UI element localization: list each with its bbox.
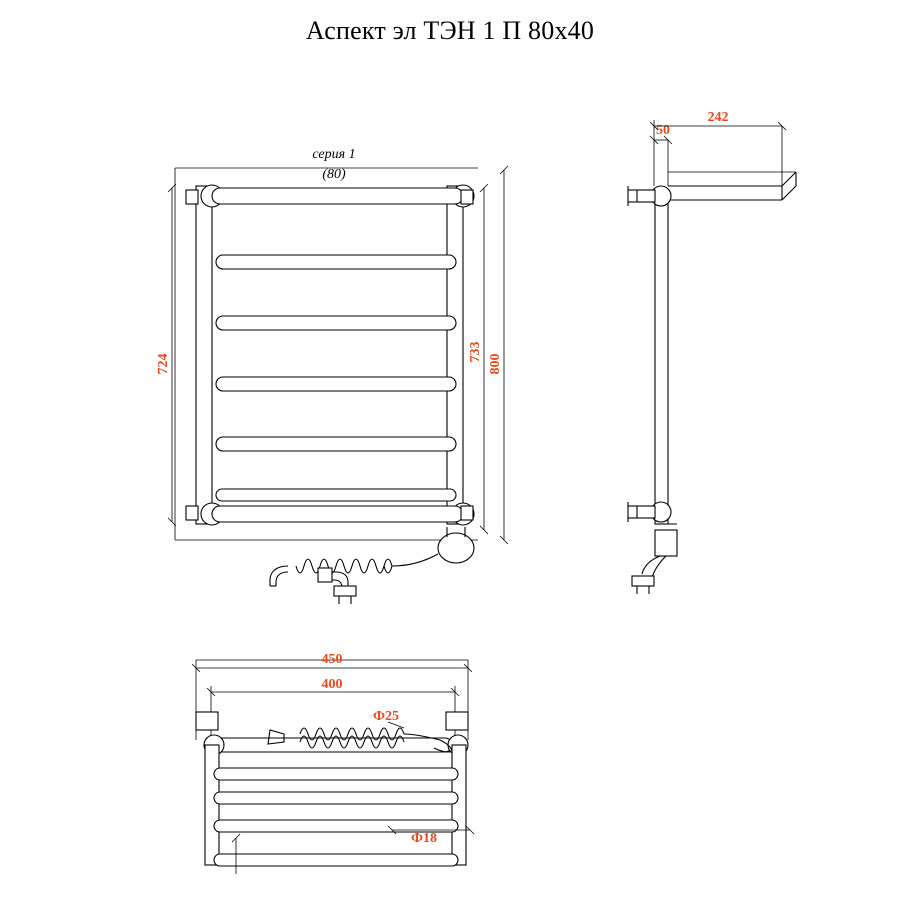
dimension-724: 724: [156, 353, 171, 375]
dimension-d25: Ф18: [410, 831, 438, 846]
top-view: [192, 652, 474, 874]
dimension-800: 800: [488, 353, 503, 375]
dimension-400: 400: [321, 677, 343, 692]
note-series: серия 1: [312, 147, 356, 162]
note-series-size: (80): [322, 167, 346, 182]
dimension-733: 733: [468, 341, 483, 363]
dimension-450: 450: [321, 652, 343, 667]
dimension-242: 242: [707, 110, 729, 125]
side-view: [628, 110, 796, 594]
front-view: [156, 147, 508, 604]
dimension-50: 50: [656, 123, 670, 138]
page-title: Аспект эл ТЭН 1 П 80х40: [305, 16, 595, 45]
dimension-d32: Ф25: [372, 709, 400, 724]
